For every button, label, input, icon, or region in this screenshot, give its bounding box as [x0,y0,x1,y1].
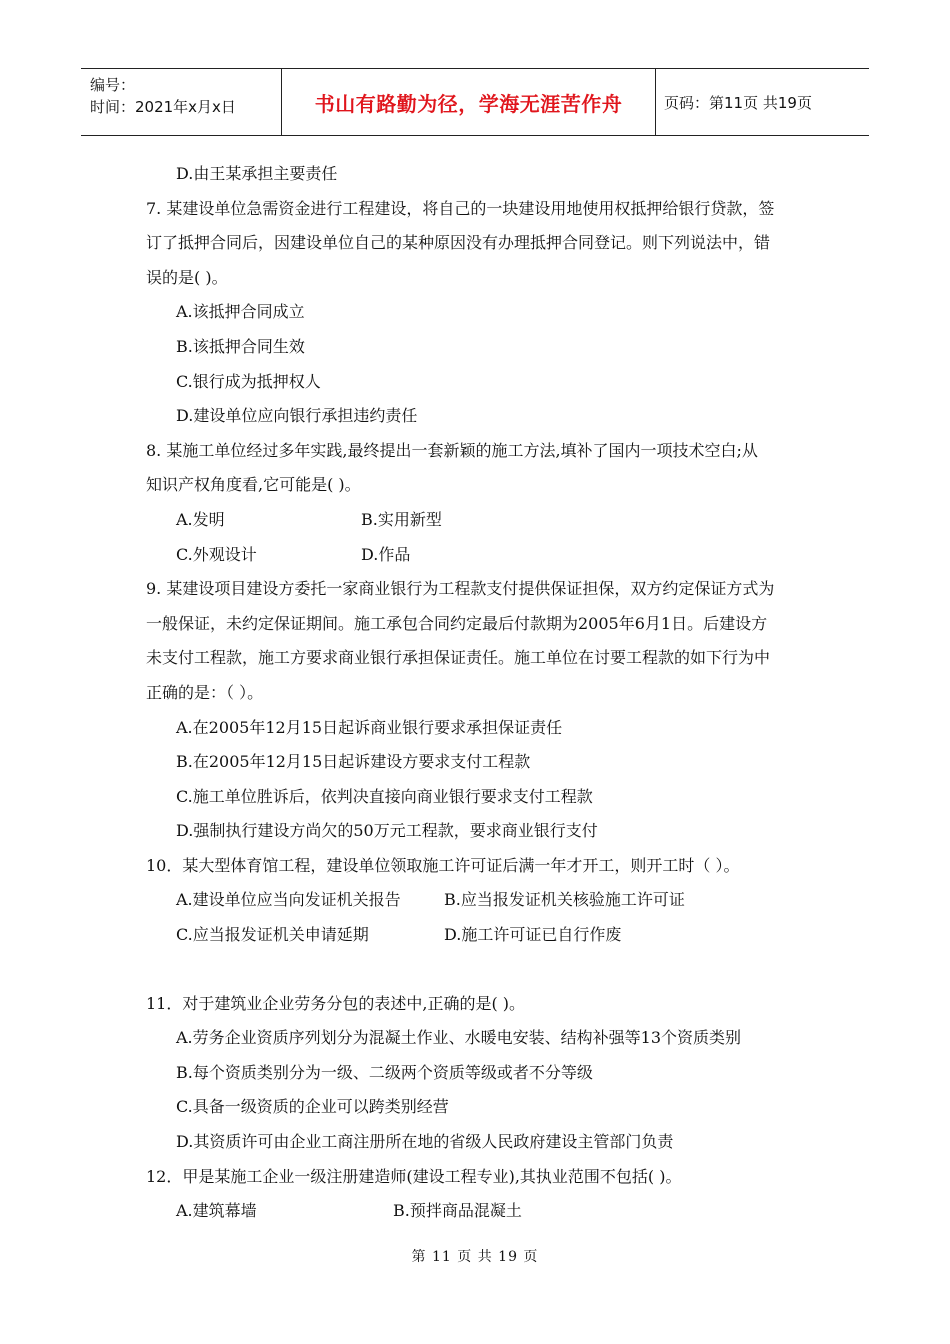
q10-option-b: B.应当报发证机关核验施工许可证 [444,890,685,910]
document-body [146,157,816,1229]
q12-option-a: A.建筑幕墙 [176,1201,257,1221]
q8-option-c: C.外观设计 [176,544,257,564]
q8-options-row [146,538,816,573]
q6-option-d: D.由王某承担主要责任 [176,164,338,183]
q12-option-b: B.预拌商品混凝土 [393,1201,522,1221]
q10-options-row [146,883,816,918]
q10-option-d: D.施工许可证已自行作废 [444,925,622,945]
q9-option-c: C.施工单位胜诉后，依判决直接向商业银行要求支付工程款 [176,786,593,806]
q7-option-b: B.该抵押合同生效 [176,336,305,356]
header-motto: 书山有路勤为径，学海无涯苦作舟 [282,69,656,135]
q8-stem-line: 8. 某施工单位经过多年实践,最终提出一套新颖的施工方法,填补了国内一项技术空白;从 [146,440,758,460]
q9-option-d: D.强制执行建设方尚欠的50万元工程款，要求商业银行支付 [176,821,598,841]
q11-option-c: C.具备一级资质的企业可以跨类别经营 [176,1097,449,1117]
q11-option-d: D.其资质许可由企业工商注册所在地的省级人民政府建设主管部门负责 [176,1132,674,1152]
number-label: 编号： [90,76,136,94]
q12-options-row [146,1194,816,1229]
page-header [81,68,869,136]
q12-stem-line: 12．甲是某施工企业一级注册建造师(建设工程专业),其执业范围不包括( )。 [146,1166,682,1186]
q8-options-row [146,503,816,538]
header-page-info: 页码：第11页 共19页 [664,93,812,112]
q9-stem-line: 9. 某建设项目建设方委托一家商业银行为工程款支付提供保证担保，双方约定保证方式为 [146,579,775,599]
q9-option-a: A.在2005年12月15日起诉商业银行要求承担保证责任 [176,717,563,737]
q10-stem-line: 10．某大型体育馆工程，建设单位领取施工许可证后满一年才开工，则开工时（ ）。 [146,855,740,875]
q9-stem-line: 未支付工程款，施工方要求商业银行承担保证责任。施工单位在讨要工程款的如下行为中 [146,648,771,668]
header-meta [81,69,282,135]
q7-option-d: D.建设单位应向银行承担违约责任 [176,406,418,426]
q11-option-b: B.每个资质类别分为一级、二级两个资质等级或者不分等级 [176,1062,593,1082]
q10-option-a: A.建设单位应当向发证机关报告 [176,890,401,910]
q7-stem-line: 7. 某建设单位急需资金进行工程建设，将自己的一块建设用地使用权抵押给银行贷款，签 [146,198,775,218]
q8-option-a: A.发明 [176,509,225,529]
time-label: 时间：2021年x月x日 [90,98,236,116]
q10-options-row [146,918,816,953]
q11-stem-line: 11．对于建筑业企业劳务分包的表述中,正确的是( )。 [146,993,526,1013]
q8-stem-line: 知识产权角度看,它可能是( )。 [146,475,361,495]
q7-option-a: A.该抵押合同成立 [176,302,305,322]
blank-spacer [146,953,816,987]
q10-option-c: C.应当报发证机关申请延期 [176,925,369,945]
q8-option-b: B.实用新型 [361,509,442,529]
q7-option-c: C.银行成为抵押权人 [176,371,321,391]
q9-stem-line: 一般保证，未约定保证期间。施工承包合同约定最后付款期为2005年6月1日。后建设方 [146,613,768,633]
q8-option-d: D.作品 [361,544,411,564]
q7-stem-line: 订了抵押合同后，因建设单位自己的某种原因没有办理抵押合同登记。则下列说法中，错 [146,233,771,253]
q9-option-b: B.在2005年12月15日起诉建设方要求支付工程款 [176,752,531,772]
q7-stem-line: 误的是( )。 [146,267,228,287]
q9-stem-line: 正确的是：（ ）。 [146,682,264,702]
page-footer: 第 11 页 共 19 页 [411,1249,539,1265]
q11-option-a: A.劳务企业资质序列划分为混凝土作业、水暖电安装、结构补强等13个资质类别 [176,1028,742,1048]
